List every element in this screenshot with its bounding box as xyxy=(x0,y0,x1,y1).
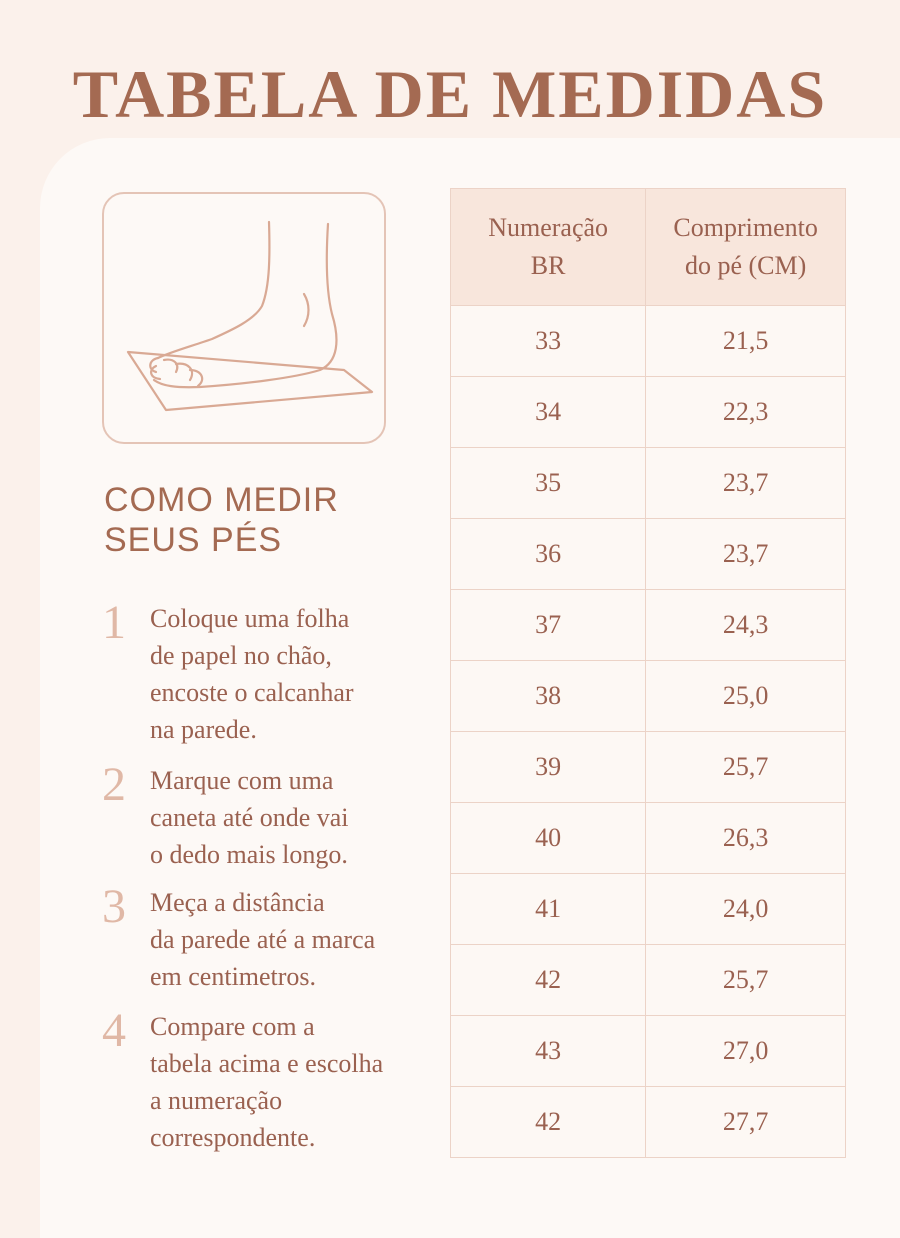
table-row xyxy=(451,732,846,803)
table-row xyxy=(451,377,846,448)
step-text-line: correspondente. xyxy=(150,1123,316,1152)
step-text-line: de papel no chão, xyxy=(150,641,332,670)
size-cell: 33 xyxy=(451,306,646,377)
step-number: 1 xyxy=(102,596,126,649)
table-row xyxy=(451,590,846,661)
header-br-size xyxy=(451,189,646,306)
table-row xyxy=(451,1016,846,1087)
size-cell: 40 xyxy=(451,803,646,874)
length-cell: 25,7 xyxy=(646,732,846,803)
length-cell: 22,3 xyxy=(646,377,846,448)
length-cell: 25,7 xyxy=(646,945,846,1016)
size-cell: 38 xyxy=(451,661,646,732)
step-number: 4 xyxy=(102,1004,126,1057)
length-cell: 23,7 xyxy=(646,519,846,590)
table-header-row xyxy=(451,189,846,306)
step-text-line: tabela acima e escolha xyxy=(150,1049,384,1078)
how-to-measure-title-line-2: SEUS PÉS xyxy=(104,521,283,559)
length-cell: 24,3 xyxy=(646,590,846,661)
size-cell: 42 xyxy=(451,945,646,1016)
header-line: BR xyxy=(530,251,566,280)
header-line: Numeração xyxy=(488,213,609,242)
size-cell: 39 xyxy=(451,732,646,803)
table-row xyxy=(451,945,846,1016)
length-cell: 27,7 xyxy=(646,1087,846,1158)
table-row xyxy=(451,1087,846,1158)
length-cell: 27,0 xyxy=(646,1016,846,1087)
table-row xyxy=(451,519,846,590)
size-cell: 35 xyxy=(451,448,646,519)
table-row xyxy=(451,661,846,732)
foot-illustration xyxy=(102,192,386,444)
step-text-line: em centimetros. xyxy=(150,962,317,991)
header-line: Comprimento xyxy=(673,213,818,242)
size-cell: 34 xyxy=(451,377,646,448)
table-row xyxy=(451,874,846,945)
foot-on-paper-icon xyxy=(104,194,388,446)
step-text-line: a numeração xyxy=(150,1086,283,1115)
length-cell: 26,3 xyxy=(646,803,846,874)
header-line: do pé (CM) xyxy=(684,251,807,280)
how-to-measure-title-line-1: COMO MEDIR xyxy=(104,481,339,519)
size-chart-table xyxy=(450,188,846,1158)
length-cell: 24,0 xyxy=(646,874,846,945)
size-cell: 36 xyxy=(451,519,646,590)
size-cell: 43 xyxy=(451,1016,646,1087)
size-cell: 37 xyxy=(451,590,646,661)
how-to-measure-title xyxy=(104,480,424,560)
step-text xyxy=(150,600,450,748)
page-title: TABELA DE MEDIDAS xyxy=(72,55,828,132)
step-number: 3 xyxy=(102,880,126,933)
step-text xyxy=(150,884,450,995)
step-text-line: Compare com a xyxy=(150,1012,315,1041)
step-text-line: o dedo mais longo. xyxy=(150,840,348,869)
size-cell: 41 xyxy=(451,874,646,945)
step-text-line: encoste o calcanhar xyxy=(150,678,354,707)
length-cell: 23,7 xyxy=(646,448,846,519)
table-row xyxy=(451,803,846,874)
table-row xyxy=(451,448,846,519)
header-foot-length xyxy=(646,189,846,306)
table-row xyxy=(451,306,846,377)
size-cell: 42 xyxy=(451,1087,646,1158)
step-text-line: caneta até onde vai xyxy=(150,803,349,832)
step-text-line: Meça a distância xyxy=(150,888,325,917)
step-text-line: Marque com uma xyxy=(150,766,334,795)
step-text xyxy=(150,762,450,873)
length-cell: 25,0 xyxy=(646,661,846,732)
step-text xyxy=(150,1008,450,1156)
step-text-line: na parede. xyxy=(150,715,257,744)
step-text-line: da parede até a marca xyxy=(150,925,376,954)
length-cell: 21,5 xyxy=(646,306,846,377)
step-text-line: Coloque uma folha xyxy=(150,604,350,633)
step-number: 2 xyxy=(102,758,126,811)
